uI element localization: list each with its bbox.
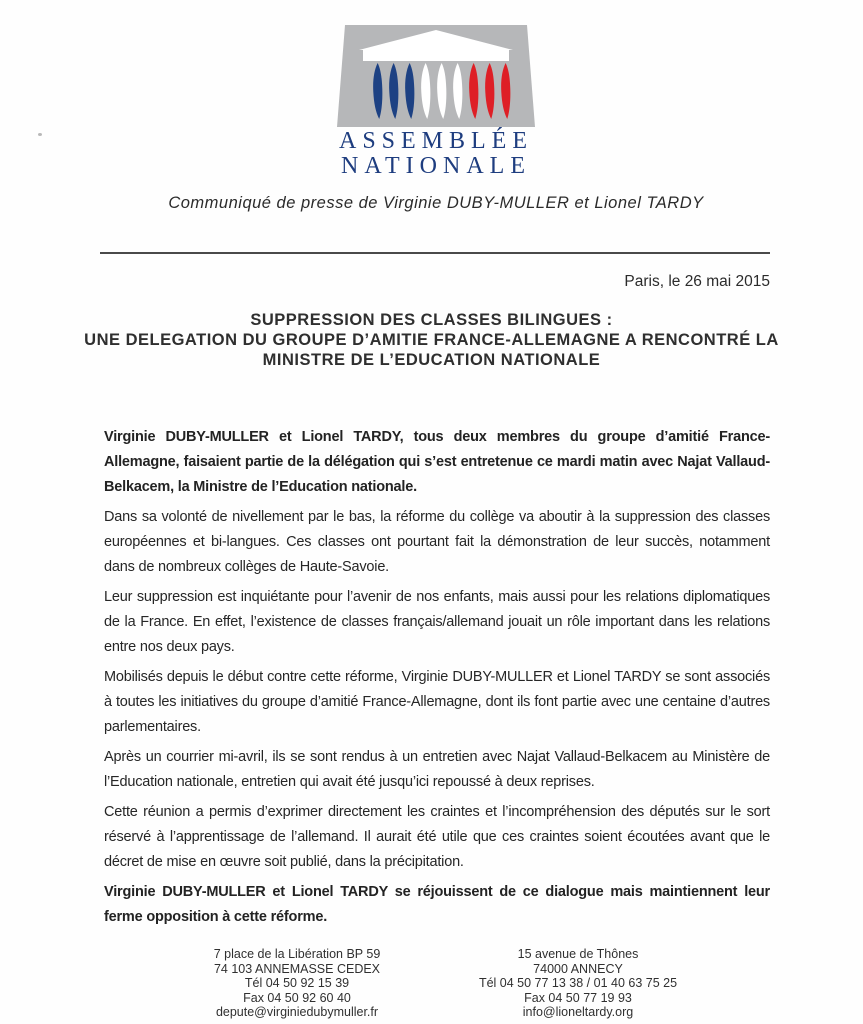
footer-address-line: 15 avenue de Thônes (517, 947, 639, 961)
pediment-entablature-shape (363, 50, 509, 61)
paragraph-courrier: Après un courrier mi-avril, ils se sont rendus à un entretien avec Najat Vallaud-Belkacem au Ministère de l’Education nationale, entretien qui avait été jusqu’ici repoussé à deux reprises. (104, 749, 770, 790)
footer-contact-tardy (418, 947, 738, 1020)
footer-email-line: depute@virginiedubymuller.fr (215, 1005, 379, 1019)
footer-contact-duby-muller (137, 947, 457, 1020)
paragraph-mobilisation: Mobilisés depuis le début contre cette réforme, Virginie DUBY-MULLER et Lionel TARDY se sont associés à toutes les initiatives du groupe d’amitié France-Allemagne, dont ils font partie avec une centaine d’autres parlementaires. (104, 669, 770, 735)
footer-email-line: info@lioneltardy.org (522, 1005, 634, 1019)
title-line1: SUPPRESSION DES CLASSES BILINGUES : (250, 311, 613, 329)
assemblee-nationale-pediment-icon (337, 25, 535, 127)
footer-tel-line: Tél 04 50 92 15 39 (244, 976, 350, 990)
footer-city-line: 74000 ANNECY (533, 961, 623, 976)
paragraph-conclusion: Virginie DUBY-MULLER et Lionel TARDY se réjouissent de ce dialogue mais maintiennent leur ferme opposition à cette réforme. (104, 884, 770, 925)
footer-fax-line: Fax 04 50 77 19 93 (524, 990, 632, 1005)
footer-city-line: 74 103 ANNEMASSE CEDEX (213, 961, 381, 976)
title-line3: MINISTRE DE L’EDUCATION NATIONALE (262, 351, 601, 369)
paragraph-intro: Virginie DUBY-MULLER et Lionel TARDY, tous deux membres du groupe d’amitié France-Allemagne, faisaient partie de la délégation qui s’est entretenue ce mardi matin avec Najat Vallaud-Belkacem, la Ministre de l’Education nationale. (104, 429, 770, 495)
title-line2: UNE DELEGATION DU GROUPE D’AMITIE FRANCE-ALLEMAGNE A RENCONTRÉ LA (84, 331, 779, 349)
header (0, 25, 863, 213)
paragraph-reunion: Cette réunion a permis d’exprimer directement les craintes et l’incompréhension des députés sur le sort réservé à l’apprentissage de l’allemand. Il aurait été utile que ces craintes soient écoutées avant que le décret de mise en œuvre soit publié, dans la précipitation. (104, 804, 770, 870)
paragraph-reforme: Dans sa volonté de nivellement par le bas, la réforme du collège va aboutir à la suppression des classes européennes et bi-langues. Ces classes ont pourtant fait la démonstration de leur succès, notamment dans de nombreux collèges de Haute-Savoie. (104, 509, 770, 575)
page-title (55, 310, 808, 370)
footer-tel-line: Tél 04 50 77 13 38 / 01 40 63 75 25 (478, 976, 678, 990)
divider-rule (100, 252, 770, 254)
footer-address-line: 7 place de la Libération BP 59 (213, 947, 381, 961)
body-text (104, 425, 770, 935)
paragraph-suppression: Leur suppression est inquiétante pour l’avenir de nos enfants, mais aussi pour les relations diplomatiques de la France. En effet, l’existence de classes français/allemand jouait un rôle important dans les relations entre nos deux pays. (104, 589, 770, 655)
press-release-byline: Communiqué de presse de Virginie DUBY-MULLER et Lionel TARDY (168, 194, 704, 212)
dateline: Paris, le 26 mai 2015 (624, 273, 770, 290)
logo-wordmark (9, 129, 863, 179)
footer-fax-line: Fax 04 50 92 60 40 (243, 990, 351, 1005)
logo-wordmark-line1: ASSEMBLÉE (338, 128, 533, 154)
logo-wordmark-line2: NATIONALE (341, 153, 531, 179)
